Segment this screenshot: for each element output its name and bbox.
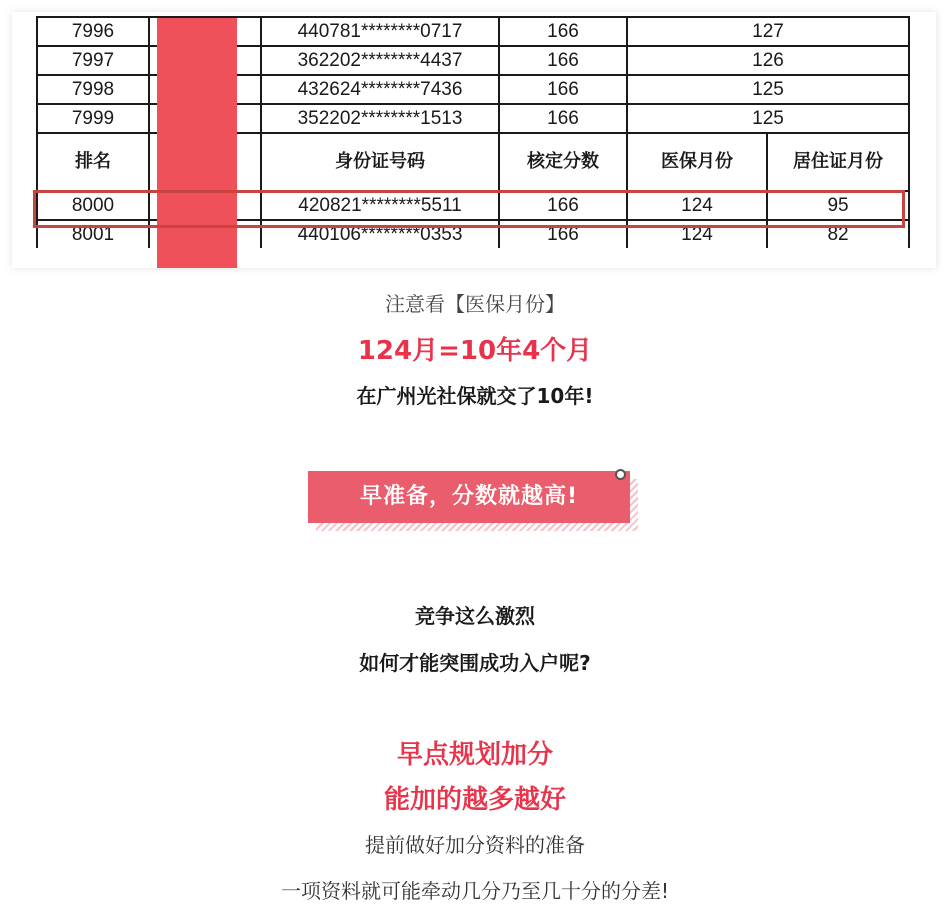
rank-cell: 8001 bbox=[37, 220, 149, 248]
id-cell: 420821********5511 bbox=[261, 191, 499, 220]
score-cell: 166 bbox=[499, 220, 627, 248]
score-cell: 166 bbox=[499, 75, 627, 104]
header-medical-months: 医保月份 bbox=[627, 133, 767, 191]
score-cell: 166 bbox=[499, 46, 627, 75]
banner-label: 早准备，分数就越高! bbox=[308, 471, 630, 523]
header-residence-months: 居住证月份 bbox=[767, 133, 909, 191]
header-id: 身份证号码 bbox=[261, 133, 499, 191]
score-cell: 166 bbox=[499, 17, 627, 46]
months-cell: 125 bbox=[627, 75, 909, 104]
rank-cell: 7998 bbox=[37, 75, 149, 104]
plan-line-1: 早点规划加分 bbox=[396, 740, 553, 770]
formula-text: 124月=10年4个月 bbox=[357, 336, 593, 366]
id-cell: 440781********0717 bbox=[261, 17, 499, 46]
residence-months-cell: 95 bbox=[767, 191, 909, 220]
header-rank: 排名 bbox=[37, 133, 149, 191]
months-cell: 125 bbox=[627, 104, 909, 133]
score-table-card bbox=[12, 12, 936, 268]
slogan-banner bbox=[308, 471, 638, 533]
medical-months-cell: 124 bbox=[627, 220, 767, 248]
id-cell: 362202********4437 bbox=[261, 46, 499, 75]
score-cell: 166 bbox=[499, 191, 627, 220]
months-cell: 127 bbox=[627, 17, 909, 46]
prep-text: 提前做好加分资料的准备 bbox=[365, 833, 585, 857]
months-cell: 126 bbox=[627, 46, 909, 75]
plan-line-2: 能加的越多越好 bbox=[383, 785, 566, 815]
row-highlight-frame bbox=[33, 190, 905, 228]
question-line-1: 竞争这么激烈 bbox=[415, 604, 535, 628]
rank-cell: 7999 bbox=[37, 104, 149, 133]
id-cell: 432624********7436 bbox=[261, 75, 499, 104]
medical-months-cell: 124 bbox=[627, 191, 767, 220]
paid-statement: 在广州光社保就交了10年! bbox=[356, 384, 594, 408]
residence-months-cell: 82 bbox=[767, 220, 909, 248]
note-text: 注意看【医保月份】 bbox=[385, 292, 565, 316]
banner-pin-icon bbox=[615, 469, 626, 480]
id-cell: 440106********0353 bbox=[261, 220, 499, 248]
rank-cell: 7997 bbox=[37, 46, 149, 75]
rank-cell: 7996 bbox=[37, 17, 149, 46]
rank-cell: 8000 bbox=[37, 191, 149, 220]
id-cell: 352202********1513 bbox=[261, 104, 499, 133]
gap-text: 一项资料就可能牵动几分乃至几十分的分差! bbox=[280, 879, 670, 903]
score-cell: 166 bbox=[499, 104, 627, 133]
name-redaction-bar bbox=[157, 18, 237, 268]
question-line-2: 如何才能突围成功入户呢? bbox=[359, 651, 591, 675]
header-score: 核定分数 bbox=[499, 133, 627, 191]
